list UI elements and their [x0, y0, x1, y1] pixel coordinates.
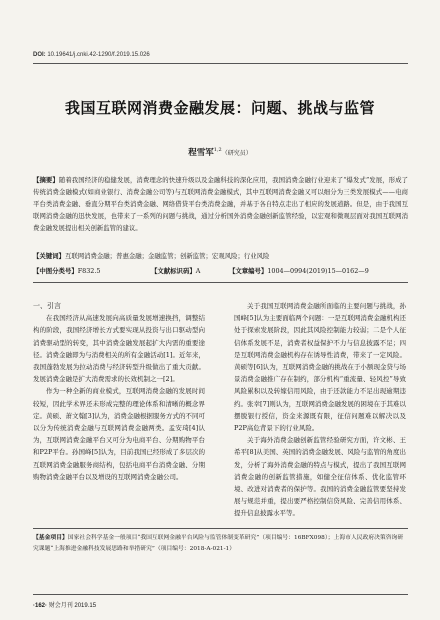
- funding-text: 国家社会科学基金一般项目“我国互联网金融平台风险与监管体制变革研究”（项目编号：16BFX098）；上海市人民政府决策咨询研究课题“上海推进金融科技发展思路和举措研究”（项目编号：2018-A-021-1）: [33, 535, 404, 552]
- doi-label: DOI:: [33, 52, 46, 58]
- section-heading-intro: 一、引言: [33, 302, 61, 310]
- clc-label: 【中图分类号】: [33, 267, 78, 275]
- author-name: 程雪军: [188, 148, 214, 158]
- author-affiliation: （研究员）: [221, 150, 252, 157]
- journal-issue: 2019.15: [74, 603, 97, 609]
- page-footer: [33, 600, 96, 609]
- abstract-label: 【摘要】: [33, 176, 59, 184]
- left-paragraph-1: 在我国经济从高速发展向高质量发展增速换挡，调整结构的阶段，我国经济增长方式要实现从投资与出口驱动型向消费驱动型的转变，其中消费金融发展起扩大内需的重要途径。消费金融即为与消费相关的所有金融活动[1]。近年来，我国蓬勃发展为拉动消费与经济转型升级做出了重大贡献。发展消费金融是扩大消费需求的长效机制之一[2]。: [33, 314, 205, 384]
- abstract-bottom-rule: [33, 282, 408, 283]
- doc-code-value: A: [195, 267, 201, 275]
- keywords: [33, 250, 408, 262]
- doc-code-cell: [151, 265, 200, 277]
- header-rule: [33, 63, 408, 64]
- left-column: [33, 300, 205, 483]
- left-paragraph-2: 作为一种全新的商业模式，互联网消费金融的发展时间较短，因此学术界还未形成完整的理论体系和清晰的概念界定。黄硕、萧文翰[3]认为，消费金融根据服务方式的不同可以分为传统消费金融与互联网消费金融两类。孟安琦[4]认为，互联网消费金融平台又可分为电商平台、分期购物平台和P2P平台。孙国峰[5]认为，目前我国已经形成了多层次的互联网消费金融服务商结构，包括电商平台消费金融、分期购物消费金融平台以及增设的互联网消费金融公司。: [33, 387, 205, 481]
- clc-cell: [33, 265, 100, 277]
- author-sup: 1,2: [213, 147, 222, 154]
- keywords-label: 【关键词】: [33, 252, 65, 260]
- article-id-cell: [229, 265, 369, 277]
- page-number: ·162·: [33, 603, 48, 609]
- right-column: [234, 300, 406, 520]
- right-paragraph-2: 关于海外消费金融创新监管经验研究方面，许文彬、王希平[8]从美国、英国的消费金融发展、风险与监管的角度出发，分析了海外消费金融的特点与模式，提出了我国互联网消费金融的创新监管措施，如健全征信体系、优化监管环境、改进对消费者的保护等。我国的消费金融监管要坚持发展与规范并重，提出要严格控制信贷风险、完善信用体系、提升信息披露水平等。: [234, 436, 406, 518]
- paper-title: 我国互联网消费金融发展：问题、挑战与监管: [64, 99, 375, 117]
- journal-name: 财会月刊: [48, 603, 73, 609]
- funding-footnote: [33, 533, 408, 555]
- right-paragraph-1: 关于我国互联网消费金融所面临的主要问题与挑战，孙国峰[5]认为主要面临两个问题：一是互联网消费金融机构还处于探索发展阶段，因此其风险控制能力较弱；二是个人征信体系发展不足，消费者权益保护不力与信息披露不足；四是互联网消费金融机构存在诱导性消费，带来了一定风险。黄硕等[6]认为，互联网消费金融的挑战在于小额现金贷与场景消费金融推广存在制约，部分机构“重流量、轻风控”导致风险累积以及转嫁信用风险，由于还款能力不足出现逾期违约。张幸[7]则认为，互联网消费金融发展的困境在于其难以摆脱银行授信，资金来源既有限，征信问题难以解决以及P2P高危背景下的行业风险。: [234, 302, 406, 433]
- funding-label: 【基金项目】: [33, 535, 68, 541]
- article-id-value: 1004—0994(2019)15—0162—9: [267, 267, 369, 275]
- article-id-label: 【文章编号】: [229, 267, 268, 275]
- keywords-text: 互联网消费金融；普惠金融；金融监管；创新监管；宏观风险；行业风险: [64, 252, 270, 260]
- footnote-rule: [33, 528, 408, 529]
- doi-line: [33, 52, 150, 58]
- footer-rule: [33, 594, 408, 595]
- abstract: [33, 174, 408, 234]
- author-line: [0, 146, 440, 158]
- doi-value: 10.19641/j.cnki.42-1290/f.2019.15.026: [47, 52, 150, 58]
- abstract-text: 随着我国经济的稳健发展，消费理念的快速升级以及金融科技的深化应用，我国消费金融行业迎来了“爆发式”发展，形成了传统消费金融模式(如商业银行、消费金融公司等)与互联网消费金融模式，其中互联网消费金融又可以细分为三类发展模式——电商平台类消费金融、垂直分期平台类消费金融、网络借贷平台类消费金融，并基于各自特点走出了相应的发展道路。但是，由于我国互联网消费金融的迅快发展，也带来了一系列的问题与挑战，通过分析国外消费金融创新监管经验，以宏观和微观层面对我国互联网消费金融发展提出相关创新监管的建议。: [33, 176, 408, 232]
- clc-value: F832.5: [77, 267, 101, 275]
- doc-code-label: 【文献标识码】: [151, 267, 196, 275]
